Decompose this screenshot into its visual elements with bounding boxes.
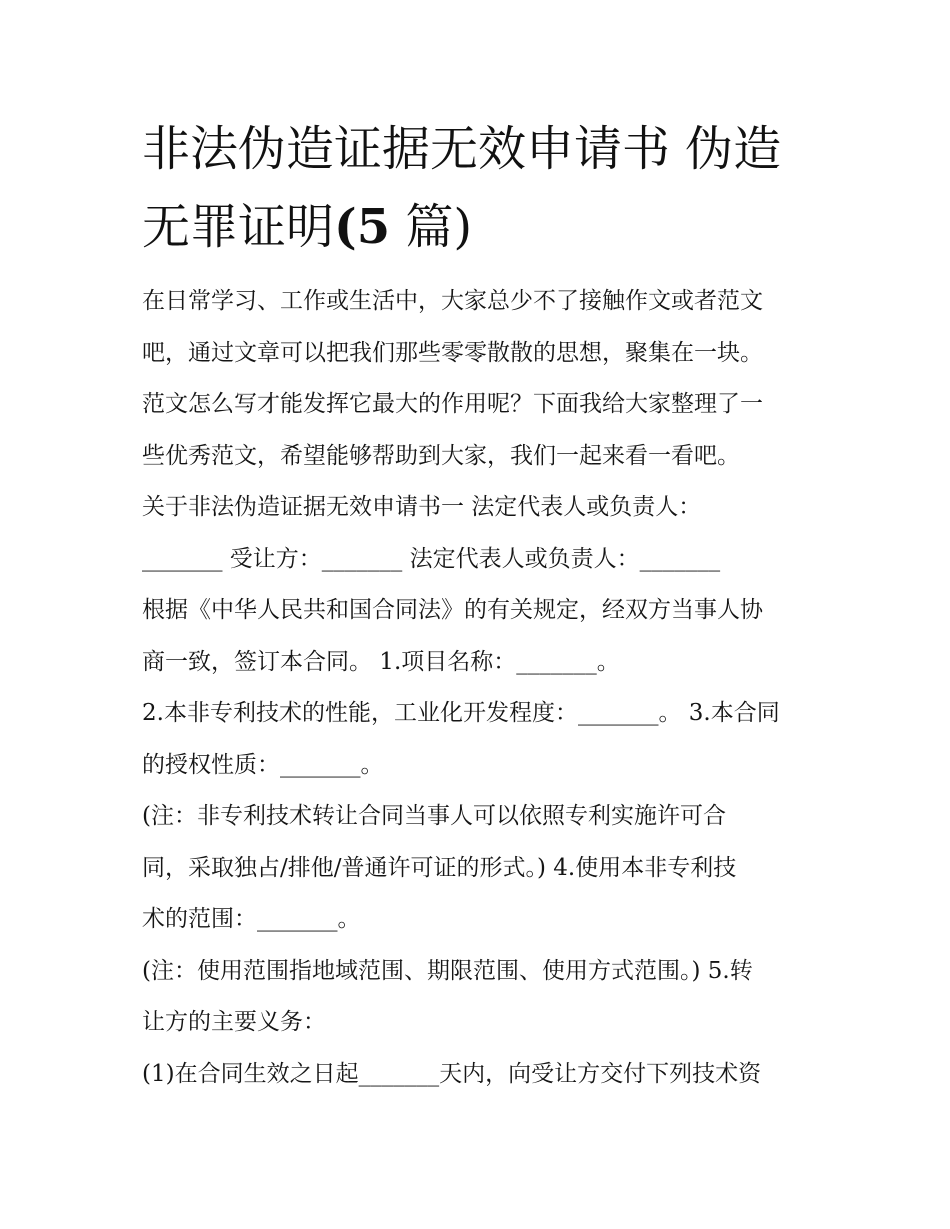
- title-line-2-prefix: 无罪证明: [142, 199, 335, 255]
- body-line: 的授权性质：_______。: [142, 751, 384, 778]
- title-line-2-suffix: 篇): [390, 199, 473, 255]
- document-body: [142, 276, 812, 1100]
- body-line: 关于非法伪造证据无效申请书一 法定代表人或负责人：: [142, 494, 702, 520]
- document-title: [142, 110, 822, 266]
- body-line: (注：使用范围指地域范围、期限范围、使用方式范围。) 5.转: [142, 957, 753, 984]
- body-line: 2.本非专利技术的性能，工业化开发程度：_______。 3.本合同: [142, 700, 780, 726]
- body-line: 吧，通过文章可以把我们那些零零散散的思想，聚集在一块。: [142, 339, 763, 366]
- body-line: 同，采取独占/排他/普通许可证的形式。) 4.使用本非专利技: [142, 854, 737, 881]
- body-line: 根据《中华人民共和国合同法》的有关规定，经双方当事人协: [142, 597, 763, 623]
- body-line: 术的范围：_______。: [142, 906, 361, 932]
- body-line: 些优秀范文，希望能够帮助到大家，我们一起来看一看吧。: [142, 442, 740, 469]
- body-line: 范文怎么写才能发挥它最大的作用呢？下面我给大家整理了一: [142, 391, 763, 417]
- body-line: 在日常学习、工作或生活中，大家总少不了接触作文或者范文: [142, 288, 763, 314]
- body-line: _______ 受让方：_______ 法定代表人或负责人：_______: [142, 545, 721, 572]
- body-line: (注：非专利技术转让合同当事人可以依照专利实施许可合: [142, 803, 726, 829]
- title-line-2-count: (5: [334, 199, 391, 255]
- body-line: 商一致，签订本合同。 1.项目名称：_______。: [142, 648, 620, 675]
- body-line: (1)在合同生效之日起_______天内，向受让方交付下列技术资: [142, 1060, 762, 1087]
- body-line: 让方的主要义务：: [142, 1009, 326, 1035]
- title-line-1: 非法伪造证据无效申请书 伪造: [142, 121, 782, 177]
